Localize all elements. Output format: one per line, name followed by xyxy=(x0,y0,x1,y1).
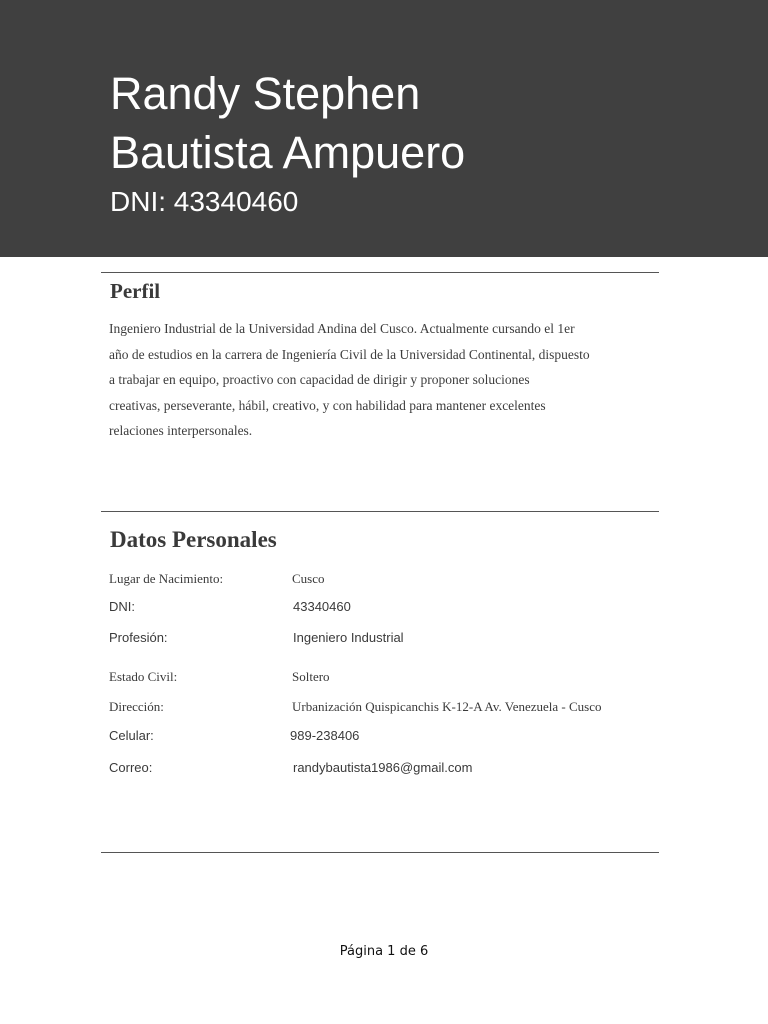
divider-datos xyxy=(101,511,659,512)
profile-line: creativas, perseverante, hábil, creativo, y con habilidad para mantener excelentes xyxy=(109,397,546,413)
value-dni: 43340460 xyxy=(293,599,351,614)
label-address: Dirección: xyxy=(109,699,164,714)
label-email: Correo: xyxy=(109,760,153,775)
section-title-perfil: Perfil xyxy=(110,279,161,303)
value-profession: Ingeniero Industrial xyxy=(293,630,404,645)
label-civil-status: Estado Civil: xyxy=(109,669,178,684)
value-birthplace: Cusco xyxy=(292,571,325,586)
name-line-2: Bautista Ampuero xyxy=(110,127,466,178)
full-name xyxy=(110,64,465,182)
divider-bottom xyxy=(101,852,659,853)
header-dni: DNI: 43340460 xyxy=(110,186,299,217)
profile-line: año de estudios en la carrera de Ingeniería Civil de la Universidad Continental, dispuesto xyxy=(109,346,590,362)
label-birthplace: Lugar de Nacimiento: xyxy=(109,571,224,586)
name-line-1: Randy Stephen xyxy=(110,68,421,119)
divider-perfil xyxy=(101,272,659,273)
header-banner xyxy=(0,0,768,257)
label-phone: Celular: xyxy=(109,728,154,743)
profile-line: relaciones interpersonales. xyxy=(109,423,253,439)
value-civil-status: Soltero xyxy=(292,669,330,684)
section-title-datos: Datos Personales xyxy=(110,527,277,552)
profile-line: a trabajar en equipo, proactivo con capacidad de dirigir y proponer soluciones xyxy=(109,372,530,388)
label-profession: Profesión: xyxy=(109,630,168,645)
profile-paragraph xyxy=(109,316,639,444)
label-dni: DNI: xyxy=(109,599,135,614)
value-email: randybautista1986@gmail.com xyxy=(293,760,473,775)
value-phone: 989-238406 xyxy=(290,728,360,743)
value-address: Urbanización Quispicanchis K-12-A Av. Venezuela - Cusco xyxy=(292,699,602,714)
page-number: Página 1 de 6 xyxy=(339,944,429,959)
profile-line: Ingeniero Industrial de la Universidad Andina del Cusco. Actualmente cursando el 1er xyxy=(109,321,575,336)
